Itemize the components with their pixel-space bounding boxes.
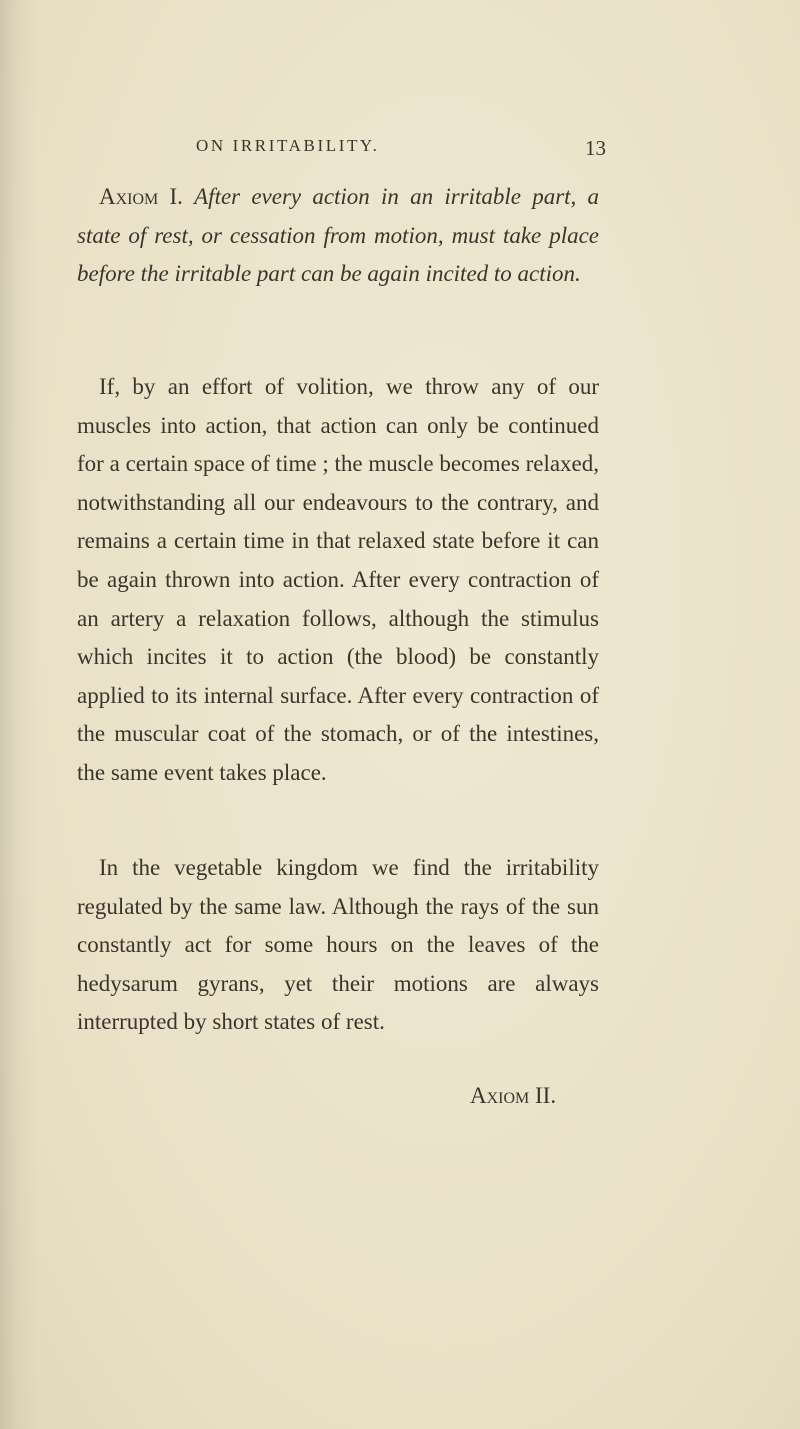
page-number: 13 — [585, 136, 606, 160]
axiom-text: After every action in an irritable part, a state of rest, or cessation from motion, must take place before the irritable part can be again incited to action. — [77, 184, 600, 287]
running-head: ON IRRITABILITY. — [196, 136, 380, 155]
body-paragraph: In the vegetable kingdom we find the irritability regulated by the same law. Although the rays of the sun constantly act for some hours on the leaves of the hedysarum gyrans, yet their motions are always interrupted by short states of rest. — [77, 855, 599, 1035]
catchword: Axiom II. — [470, 1083, 557, 1108]
page-header — [196, 136, 606, 164]
body-paragraph: If, by an effort of volition, we throw any of our muscles into action, that action can only be continued for a certain space of time ; the muscle becomes relaxed, notwithstanding all our endeavours to the contrary, and remains a certain time in that relaxed state before it can be again thrown into action. After every contraction of an artery a relaxation follows, although the stimulus which incites it to action (the blood) be constantly applied to its internal surface. After every contraction of the muscular coat of the stomach, or of the intestines, the same event takes place. — [77, 374, 599, 785]
axiom-paragraph — [77, 178, 599, 294]
axiom-label: Axiom I. — [99, 184, 183, 209]
